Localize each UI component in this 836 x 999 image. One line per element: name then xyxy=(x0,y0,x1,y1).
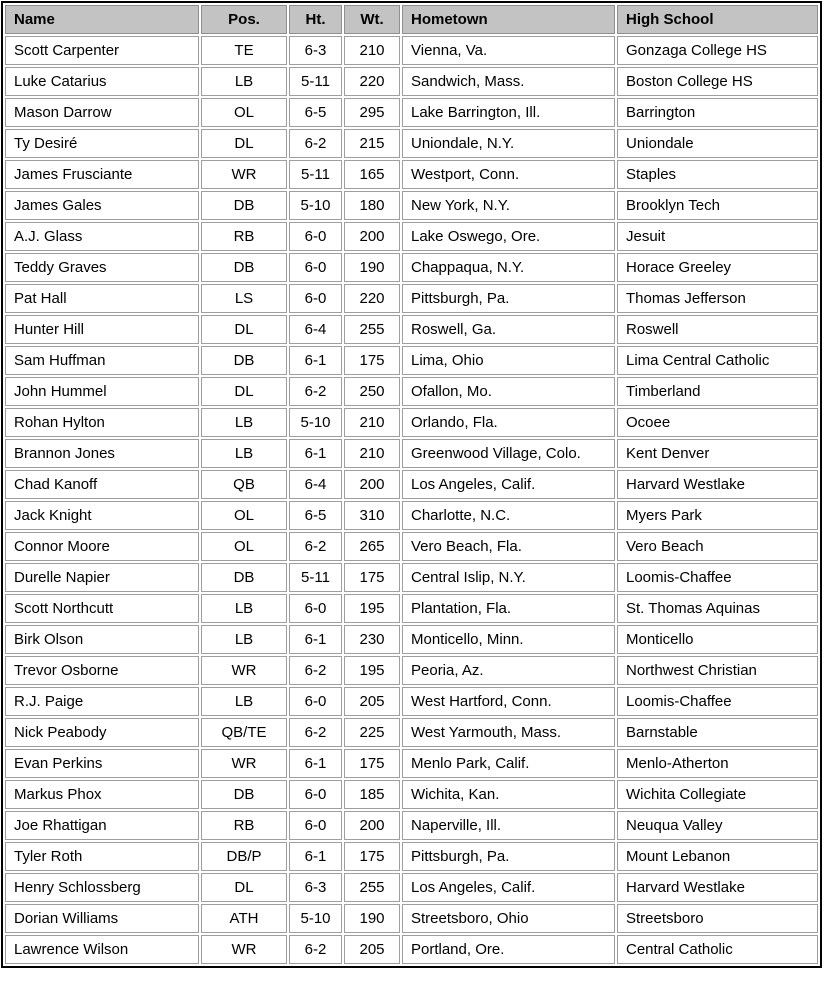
table-row xyxy=(5,377,818,406)
cell-hometown: Roswell, Ga. xyxy=(402,315,615,344)
table-row xyxy=(5,129,818,158)
table-row xyxy=(5,904,818,933)
cell-pos: OL xyxy=(201,532,287,561)
table-row xyxy=(5,284,818,313)
cell-name: Joe Rhattigan xyxy=(5,811,199,840)
cell-ht: 6-2 xyxy=(289,935,342,964)
cell-wt: 200 xyxy=(344,470,400,499)
cell-wt: 200 xyxy=(344,222,400,251)
cell-hometown: Uniondale, N.Y. xyxy=(402,129,615,158)
cell-wt: 225 xyxy=(344,718,400,747)
cell-pos: DB/P xyxy=(201,842,287,871)
roster-header xyxy=(5,5,818,34)
cell-pos: LB xyxy=(201,687,287,716)
table-row xyxy=(5,687,818,716)
cell-wt: 205 xyxy=(344,687,400,716)
cell-wt: 175 xyxy=(344,563,400,592)
cell-ht: 5-10 xyxy=(289,904,342,933)
table-row xyxy=(5,718,818,747)
cell-high-school: Neuqua Valley xyxy=(617,811,818,840)
cell-ht: 6-0 xyxy=(289,811,342,840)
cell-pos: TE xyxy=(201,36,287,65)
cell-name: Jack Knight xyxy=(5,501,199,530)
cell-pos: LB xyxy=(201,408,287,437)
cell-name: Sam Huffman xyxy=(5,346,199,375)
cell-name: Evan Perkins xyxy=(5,749,199,778)
table-row xyxy=(5,656,818,685)
cell-pos: DB xyxy=(201,253,287,282)
cell-name: Rohan Hylton xyxy=(5,408,199,437)
cell-ht: 6-3 xyxy=(289,873,342,902)
table-row xyxy=(5,749,818,778)
cell-high-school: Brooklyn Tech xyxy=(617,191,818,220)
cell-hometown: Greenwood Village, Colo. xyxy=(402,439,615,468)
cell-ht: 6-0 xyxy=(289,222,342,251)
table-row xyxy=(5,253,818,282)
cell-hometown: Los Angeles, Calif. xyxy=(402,470,615,499)
cell-name: Trevor Osborne xyxy=(5,656,199,685)
table-row xyxy=(5,470,818,499)
cell-name: Teddy Graves xyxy=(5,253,199,282)
cell-name: A.J. Glass xyxy=(5,222,199,251)
table-row xyxy=(5,160,818,189)
cell-high-school: Barnstable xyxy=(617,718,818,747)
cell-hometown: Streetsboro, Ohio xyxy=(402,904,615,933)
cell-high-school: Harvard Westlake xyxy=(617,873,818,902)
cell-hometown: Los Angeles, Calif. xyxy=(402,873,615,902)
cell-pos: DL xyxy=(201,129,287,158)
cell-wt: 185 xyxy=(344,780,400,809)
cell-ht: 6-0 xyxy=(289,253,342,282)
cell-ht: 6-1 xyxy=(289,842,342,871)
cell-pos: RB xyxy=(201,811,287,840)
table-row xyxy=(5,222,818,251)
cell-high-school: Loomis-Chaffee xyxy=(617,687,818,716)
cell-hometown: Vienna, Va. xyxy=(402,36,615,65)
cell-pos: QB xyxy=(201,470,287,499)
cell-ht: 6-1 xyxy=(289,749,342,778)
cell-high-school: Wichita Collegiate xyxy=(617,780,818,809)
table-row xyxy=(5,873,818,902)
cell-high-school: St. Thomas Aquinas xyxy=(617,594,818,623)
cell-wt: 190 xyxy=(344,904,400,933)
cell-high-school: Boston College HS xyxy=(617,67,818,96)
cell-hometown: Westport, Conn. xyxy=(402,160,615,189)
cell-high-school: Horace Greeley xyxy=(617,253,818,282)
cell-wt: 200 xyxy=(344,811,400,840)
cell-name: R.J. Paige xyxy=(5,687,199,716)
cell-wt: 255 xyxy=(344,873,400,902)
cell-high-school: Central Catholic xyxy=(617,935,818,964)
cell-pos: DL xyxy=(201,873,287,902)
cell-hometown: Pittsburgh, Pa. xyxy=(402,842,615,871)
cell-ht: 6-5 xyxy=(289,98,342,127)
cell-hometown: Central Islip, N.Y. xyxy=(402,563,615,592)
cell-hometown: Plantation, Fla. xyxy=(402,594,615,623)
cell-hometown: New York, N.Y. xyxy=(402,191,615,220)
cell-pos: WR xyxy=(201,749,287,778)
cell-name: John Hummel xyxy=(5,377,199,406)
cell-name: Hunter Hill xyxy=(5,315,199,344)
table-row xyxy=(5,36,818,65)
cell-wt: 220 xyxy=(344,67,400,96)
cell-wt: 175 xyxy=(344,346,400,375)
cell-wt: 175 xyxy=(344,842,400,871)
cell-hometown: Lima, Ohio xyxy=(402,346,615,375)
cell-high-school: Thomas Jefferson xyxy=(617,284,818,313)
cell-pos: DL xyxy=(201,377,287,406)
cell-wt: 180 xyxy=(344,191,400,220)
cell-name: Henry Schlossberg xyxy=(5,873,199,902)
cell-high-school: Mount Lebanon xyxy=(617,842,818,871)
cell-name: Scott Carpenter xyxy=(5,36,199,65)
cell-pos: RB xyxy=(201,222,287,251)
cell-wt: 265 xyxy=(344,532,400,561)
cell-pos: WR xyxy=(201,160,287,189)
cell-ht: 5-10 xyxy=(289,191,342,220)
cell-wt: 215 xyxy=(344,129,400,158)
cell-ht: 6-1 xyxy=(289,625,342,654)
cell-pos: LB xyxy=(201,67,287,96)
cell-pos: DB xyxy=(201,780,287,809)
cell-name: James Frusciante xyxy=(5,160,199,189)
cell-name: Markus Phox xyxy=(5,780,199,809)
column-header-pos: Pos. xyxy=(201,5,287,34)
column-header-ht: Ht. xyxy=(289,5,342,34)
cell-hometown: West Yarmouth, Mass. xyxy=(402,718,615,747)
cell-ht: 6-2 xyxy=(289,377,342,406)
cell-high-school: Jesuit xyxy=(617,222,818,251)
cell-wt: 220 xyxy=(344,284,400,313)
cell-hometown: Peoria, Az. xyxy=(402,656,615,685)
cell-hometown: Charlotte, N.C. xyxy=(402,501,615,530)
cell-name: Tyler Roth xyxy=(5,842,199,871)
cell-wt: 205 xyxy=(344,935,400,964)
cell-name: Scott Northcutt xyxy=(5,594,199,623)
cell-hometown: Portland, Ore. xyxy=(402,935,615,964)
cell-name: Chad Kanoff xyxy=(5,470,199,499)
table-row xyxy=(5,842,818,871)
column-header-hometown: Hometown xyxy=(402,5,615,34)
cell-name: James Gales xyxy=(5,191,199,220)
cell-high-school: Kent Denver xyxy=(617,439,818,468)
cell-name: Dorian Williams xyxy=(5,904,199,933)
cell-name: Birk Olson xyxy=(5,625,199,654)
cell-pos: OL xyxy=(201,98,287,127)
cell-ht: 5-10 xyxy=(289,408,342,437)
cell-high-school: Harvard Westlake xyxy=(617,470,818,499)
cell-pos: LB xyxy=(201,439,287,468)
cell-ht: 6-1 xyxy=(289,439,342,468)
table-row xyxy=(5,811,818,840)
table-row xyxy=(5,408,818,437)
cell-ht: 6-3 xyxy=(289,36,342,65)
header-row xyxy=(5,5,818,34)
cell-hometown: Monticello, Minn. xyxy=(402,625,615,654)
table-row xyxy=(5,594,818,623)
cell-ht: 6-0 xyxy=(289,284,342,313)
roster-body xyxy=(5,36,818,964)
cell-name: Brannon Jones xyxy=(5,439,199,468)
cell-ht: 6-2 xyxy=(289,532,342,561)
cell-wt: 210 xyxy=(344,408,400,437)
cell-ht: 5-11 xyxy=(289,67,342,96)
cell-wt: 190 xyxy=(344,253,400,282)
cell-hometown: Wichita, Kan. xyxy=(402,780,615,809)
cell-name: Ty Desiré xyxy=(5,129,199,158)
cell-hometown: Ofallon, Mo. xyxy=(402,377,615,406)
cell-high-school: Barrington xyxy=(617,98,818,127)
cell-hometown: Sandwich, Mass. xyxy=(402,67,615,96)
cell-hometown: Vero Beach, Fla. xyxy=(402,532,615,561)
cell-hometown: Lake Oswego, Ore. xyxy=(402,222,615,251)
cell-wt: 250 xyxy=(344,377,400,406)
cell-high-school: Lima Central Catholic xyxy=(617,346,818,375)
cell-pos: LB xyxy=(201,625,287,654)
cell-hometown: Lake Barrington, Ill. xyxy=(402,98,615,127)
cell-name: Connor Moore xyxy=(5,532,199,561)
column-header-name: Name xyxy=(5,5,199,34)
cell-wt: 195 xyxy=(344,656,400,685)
table-row xyxy=(5,563,818,592)
cell-ht: 5-11 xyxy=(289,160,342,189)
cell-high-school: Uniondale xyxy=(617,129,818,158)
cell-high-school: Roswell xyxy=(617,315,818,344)
cell-high-school: Monticello xyxy=(617,625,818,654)
cell-pos: OL xyxy=(201,501,287,530)
cell-ht: 6-2 xyxy=(289,656,342,685)
cell-pos: LB xyxy=(201,594,287,623)
cell-pos: ATH xyxy=(201,904,287,933)
cell-ht: 6-2 xyxy=(289,718,342,747)
cell-name: Nick Peabody xyxy=(5,718,199,747)
cell-name: Lawrence Wilson xyxy=(5,935,199,964)
cell-high-school: Northwest Christian xyxy=(617,656,818,685)
cell-high-school: Ocoee xyxy=(617,408,818,437)
cell-pos: DL xyxy=(201,315,287,344)
cell-hometown: Menlo Park, Calif. xyxy=(402,749,615,778)
cell-ht: 6-5 xyxy=(289,501,342,530)
cell-high-school: Staples xyxy=(617,160,818,189)
table-row xyxy=(5,346,818,375)
cell-ht: 6-0 xyxy=(289,780,342,809)
table-row xyxy=(5,780,818,809)
cell-wt: 310 xyxy=(344,501,400,530)
cell-wt: 165 xyxy=(344,160,400,189)
cell-name: Luke Catarius xyxy=(5,67,199,96)
table-row xyxy=(5,935,818,964)
cell-hometown: Orlando, Fla. xyxy=(402,408,615,437)
cell-high-school: Gonzaga College HS xyxy=(617,36,818,65)
table-row xyxy=(5,501,818,530)
cell-ht: 5-11 xyxy=(289,563,342,592)
table-row xyxy=(5,532,818,561)
cell-hometown: Naperville, Ill. xyxy=(402,811,615,840)
column-header-wt: Wt. xyxy=(344,5,400,34)
cell-pos: WR xyxy=(201,656,287,685)
cell-name: Pat Hall xyxy=(5,284,199,313)
cell-pos: WR xyxy=(201,935,287,964)
cell-ht: 6-4 xyxy=(289,470,342,499)
cell-high-school: Timberland xyxy=(617,377,818,406)
cell-wt: 210 xyxy=(344,439,400,468)
cell-wt: 210 xyxy=(344,36,400,65)
cell-wt: 255 xyxy=(344,315,400,344)
table-row xyxy=(5,439,818,468)
cell-hometown: Pittsburgh, Pa. xyxy=(402,284,615,313)
cell-wt: 295 xyxy=(344,98,400,127)
table-row xyxy=(5,625,818,654)
table-row xyxy=(5,191,818,220)
cell-wt: 175 xyxy=(344,749,400,778)
cell-wt: 195 xyxy=(344,594,400,623)
cell-ht: 6-0 xyxy=(289,687,342,716)
cell-ht: 6-1 xyxy=(289,346,342,375)
table-row xyxy=(5,315,818,344)
column-header-high-school: High School xyxy=(617,5,818,34)
table-row xyxy=(5,98,818,127)
cell-ht: 6-2 xyxy=(289,129,342,158)
cell-pos: DB xyxy=(201,191,287,220)
table-row xyxy=(5,67,818,96)
cell-hometown: Chappaqua, N.Y. xyxy=(402,253,615,282)
cell-ht: 6-0 xyxy=(289,594,342,623)
cell-pos: QB/TE xyxy=(201,718,287,747)
cell-pos: LS xyxy=(201,284,287,313)
cell-high-school: Menlo-Atherton xyxy=(617,749,818,778)
cell-high-school: Myers Park xyxy=(617,501,818,530)
roster-table xyxy=(1,1,822,968)
cell-name: Durelle Napier xyxy=(5,563,199,592)
cell-high-school: Streetsboro xyxy=(617,904,818,933)
cell-hometown: West Hartford, Conn. xyxy=(402,687,615,716)
cell-ht: 6-4 xyxy=(289,315,342,344)
cell-wt: 230 xyxy=(344,625,400,654)
cell-pos: DB xyxy=(201,346,287,375)
cell-high-school: Loomis-Chaffee xyxy=(617,563,818,592)
cell-pos: DB xyxy=(201,563,287,592)
cell-high-school: Vero Beach xyxy=(617,532,818,561)
cell-name: Mason Darrow xyxy=(5,98,199,127)
